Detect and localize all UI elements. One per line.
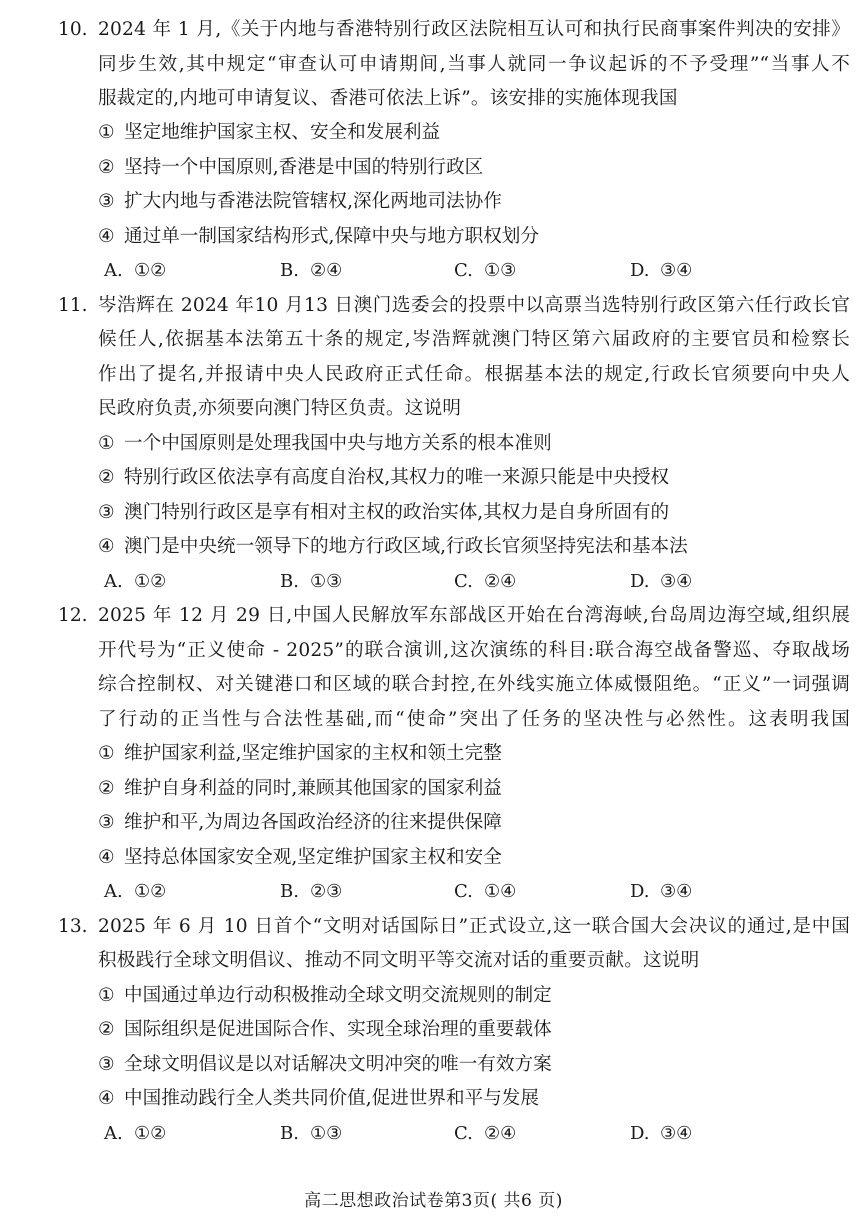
statement-2: ② 国际组织是促进国际合作、实现全球治理的重要载体 — [98, 1019, 552, 1040]
statement-2: ② 维护自身利益的同时,兼顾其他国家的国家利益 — [98, 778, 502, 799]
question-stem-line: 开代号为“正义使命 - 2025”的联合演训,这次演练的科目:联合海空战备警巡、夺取战场 — [98, 640, 850, 661]
option-a[interactable]: A. ①② — [104, 1123, 167, 1144]
question-stem-line: 综合控制权、对关键港口和区域的联合封控,在外线实施立体威慑阻绝。“正义”一词强调 — [98, 674, 850, 695]
option-d[interactable]: D. ③④ — [630, 1123, 693, 1144]
statement-1: ① 维护国家利益,坚定维护国家的主权和领土完整 — [98, 743, 502, 764]
statement-1: ① 中国通过单边行动积极推动全球文明交流规则的制定 — [98, 985, 552, 1006]
question-stem-line: 候任人,依据基本法第五十条的规定,岑浩辉就澳门特区第六届政府的主要官员和检察长 — [98, 329, 850, 350]
answer-options — [104, 1121, 804, 1147]
option-d[interactable]: D. ③④ — [630, 571, 693, 592]
question-stem-line: 作出了提名,并报请中央人民政府正式任命。根据基本法的规定,行政长官须要向中央人 — [98, 364, 850, 385]
statement-4: ④ 中国推动践行全人类共同价值,促进世界和平与发展 — [98, 1088, 539, 1109]
option-b[interactable]: B. ①③ — [280, 1123, 343, 1144]
option-c[interactable]: C. ①③ — [454, 260, 517, 281]
statement-4: ④ 澳门是中央统一领导下的地方行政区域,行政长官须坚持宪法和基本法 — [98, 536, 688, 557]
question-stem-line: 2024 年 1 月,《关于内地与香港特别行政区法院相互认可和执行民商事案件判决的安排》 — [98, 19, 850, 40]
option-a[interactable]: A. ①② — [104, 260, 167, 281]
option-a[interactable]: A. ①② — [104, 571, 167, 592]
page-footer: 高二思想政治试卷第3页( 共6 页) — [304, 1191, 563, 1211]
option-b[interactable]: B. ②④ — [280, 260, 343, 281]
question-number: 11. — [58, 295, 88, 316]
question-stem-line: 岑浩辉在 2024 年10 月13 日澳门选委会的投票中以高票当选特别行政区第六任行政长官 — [98, 295, 850, 316]
statement-3: ③ 扩大内地与香港法院管辖权,深化两地司法协作 — [98, 191, 502, 212]
statement-3: ③ 澳门特别行政区是享有相对主权的政治实体,其权力是自身所固有的 — [98, 502, 670, 523]
question-number: 10. — [58, 19, 88, 40]
statement-2: ② 坚持一个中国原则,香港是中国的特别行政区 — [98, 157, 484, 178]
statement-3: ③ 维护和平,为周边各国政治经济的往来提供保障 — [98, 812, 502, 833]
statement-1: ① 坚定地维护国家主权、安全和发展利益 — [98, 122, 441, 143]
question-stem-line: 2025 年 12 月 29 日,中国人民解放军东部战区开始在台湾海峡,台岛周边海空域,组织展 — [98, 605, 850, 626]
statement-3: ③ 全球文明倡议是以对话解决文明冲突的唯一有效方案 — [98, 1054, 552, 1075]
question-stem-line: 2025 年 6 月 10 日首个“文明对话国际日”正式设立,这一联合国大会决议的通过,是中国 — [98, 916, 850, 937]
option-d[interactable]: D. ③④ — [630, 260, 693, 281]
statement-4: ④ 坚持总体国家安全观,坚定维护国家主权和安全 — [98, 847, 502, 868]
option-b[interactable]: B. ②③ — [280, 881, 343, 902]
question-stem-line: 服裁定的,内地可申请复议、香港可依法上诉”。该安排的实施体现我国 — [98, 88, 678, 109]
answer-options — [104, 569, 804, 595]
question-stem-line: 同步生效,其中规定“审查认可申请期间,当事人就同一争议起诉的不予受理”“当事人不 — [98, 54, 850, 75]
question-number: 12. — [58, 605, 88, 626]
question-stem-line: 民政府负责,亦须要向澳门特区负责。这说明 — [98, 398, 462, 419]
option-c[interactable]: C. ②④ — [454, 571, 517, 592]
question-stem-line: 了行动的正当性与合法性基础,而“使命”突出了任务的坚决性与必然性。这表明我国 — [98, 709, 850, 730]
answer-options — [104, 879, 804, 905]
statement-4: ④ 通过单一制国家结构形式,保障中央与地方职权划分 — [98, 226, 539, 247]
option-d[interactable]: D. ③④ — [630, 881, 693, 902]
statement-2: ② 特别行政区依法享有高度自治权,其权力的唯一来源只能是中央授权 — [98, 467, 670, 488]
answer-options — [104, 258, 804, 284]
option-b[interactable]: B. ①③ — [280, 571, 343, 592]
option-a[interactable]: A. ①② — [104, 881, 167, 902]
option-c[interactable]: C. ②④ — [454, 1123, 517, 1144]
question-stem-line: 积极践行全球文明倡议、推动不同文明平等交流对话的重要贡献。这说明 — [98, 950, 700, 971]
statement-1: ① 一个中国原则是处理我国中央与地方关系的根本准则 — [98, 433, 552, 454]
question-number: 13. — [58, 916, 88, 937]
option-c[interactable]: C. ①④ — [454, 881, 517, 902]
